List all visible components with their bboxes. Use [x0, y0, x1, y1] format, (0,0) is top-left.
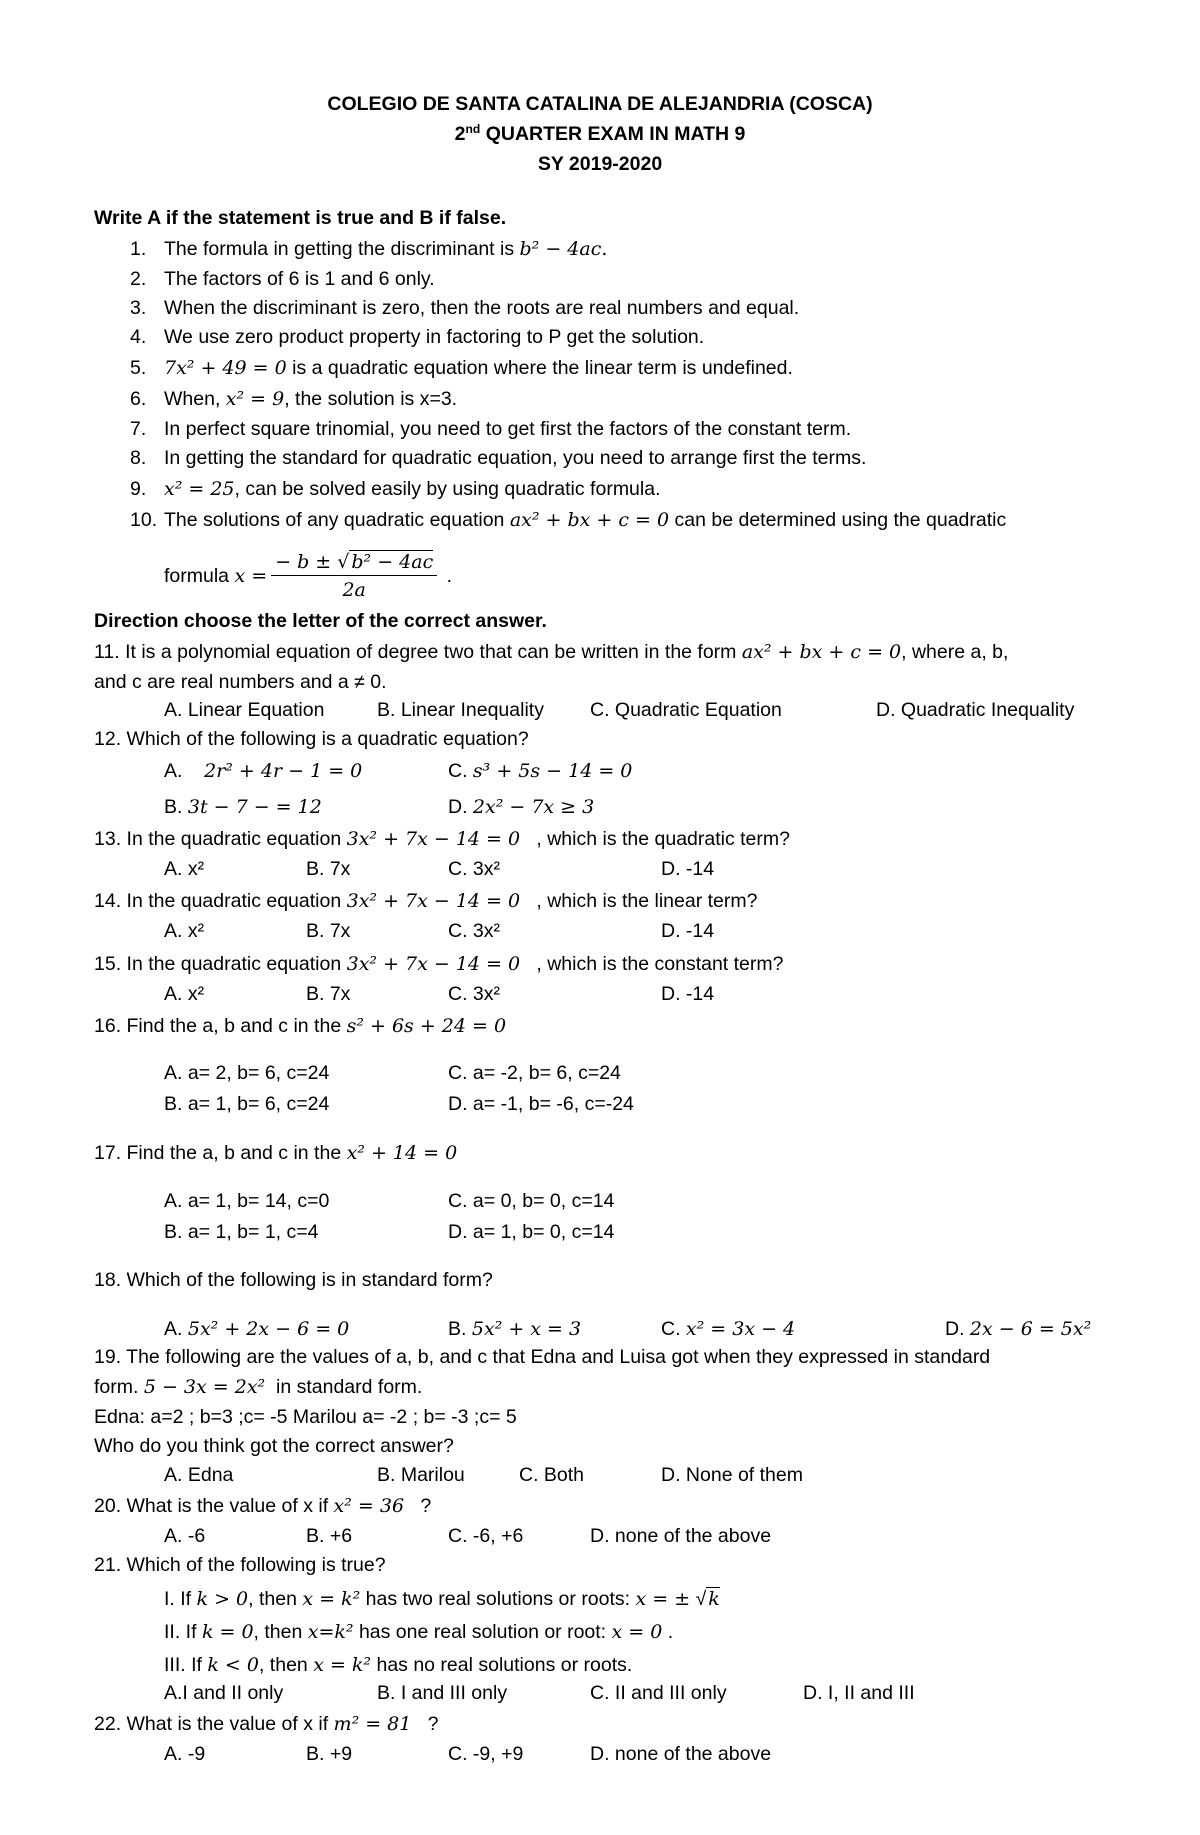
question-stem: 14. In the quadratic equation 3x² + 7x − 14 = 0 , which is the linear term? — [94, 890, 758, 912]
question-stem: Edna: a=2 ; b=3 ;c= -5 Marilou a= -2 ; b= -3 ;c= 5 — [94, 1406, 517, 1428]
school-name: COLEGIO DE SANTA CATALINA DE ALEJANDRIA (COSCA) — [327, 93, 873, 115]
choice: C. Quadratic Equation — [590, 699, 782, 721]
choice: D. None of them — [661, 1464, 803, 1486]
choice: D. a= -1, b= -6, c=-24 — [448, 1093, 634, 1115]
statement-ii: II. If k = 0, then x=k² has one real solution or root: x = 0 . — [164, 1621, 674, 1643]
choice: B. Linear Inequality — [377, 699, 544, 721]
choice: C. 3x² — [448, 858, 501, 880]
choice: B. 7x — [306, 858, 351, 880]
question-stem: 15. In the quadratic equation 3x² + 7x − 14 = 0 , which is the constant term? — [94, 953, 784, 975]
choice: C. Both — [519, 1464, 585, 1486]
choice: B. +9 — [306, 1743, 353, 1765]
choice: A. 2r² + 4r − 1 = 0 — [164, 760, 363, 782]
tf-item: 7. In perfect square trinomial, you need to get first the factors of the constant term. — [130, 418, 852, 440]
question-stem: and c are real numbers and a ≠ 0. — [94, 671, 387, 693]
choice: A. a= 1, b= 14, c=0 — [164, 1190, 330, 1212]
question-stem: 19. The following are the values of a, b, and c that Edna and Luisa got when they expressed in standard — [94, 1346, 991, 1368]
choice: C. II and III only — [590, 1682, 727, 1704]
question-stem: Who do you think got the correct answer? — [94, 1435, 454, 1457]
part1-direction: Write A if the statement is true and B if false. — [94, 207, 507, 229]
choice: B. 3t − 7 − = 12 — [164, 796, 322, 818]
question-stem: 13. In the quadratic equation 3x² + 7x − 14 = 0 , which is the quadratic term? — [94, 828, 790, 850]
tf-item: 6. When, x² = 9, the solution is x=3. — [130, 388, 458, 410]
choice: C. -6, +6 — [448, 1525, 524, 1547]
choice: D. -14 — [661, 983, 715, 1005]
choice: C. a= 0, b= 0, c=14 — [448, 1190, 615, 1212]
choice: C. 3x² — [448, 920, 501, 942]
choice: D. -14 — [661, 858, 715, 880]
tf-item: 9. x² = 25, can be solved easily by using quadratic formula. — [130, 478, 661, 500]
choice: C. 3x² — [448, 983, 501, 1005]
school-year: SY 2019-2020 — [537, 153, 663, 175]
exam-ordinal: 2 — [454, 123, 466, 145]
choice: D. none of the above — [590, 1743, 772, 1765]
tf-item: 3. When the discriminant is zero, then the roots are real numbers and equal. — [130, 297, 800, 319]
choice: A. 5x² + 2x − 6 = 0 — [164, 1318, 350, 1340]
choice: B. a= 1, b= 1, c=4 — [164, 1221, 319, 1243]
choice: A. -6 — [164, 1525, 206, 1547]
question-stem: 17. Find the a, b and c in the x² + 14 = 0 — [94, 1142, 458, 1164]
part2-direction: Direction choose the letter of the correct answer. — [94, 610, 547, 632]
choice: C. a= -2, b= 6, c=24 — [448, 1062, 621, 1084]
statement-i: I. If k > 0, then x = k² has two real solutions or roots: x = ± √ k — [164, 1588, 720, 1610]
choice: A. -9 — [164, 1743, 206, 1765]
choice: B. +6 — [306, 1525, 353, 1547]
tf-item: 10. The solutions of any quadratic equation ax² + bx + c = 0 can be determined using the quadratic — [130, 509, 1007, 531]
question-stem: 22. What is the value of x if m² = 81 ? — [94, 1713, 439, 1735]
quadratic-formula: formula x = $\frac{\text{− b ± √ b² − 4ac}}{2a}$ . — [164, 548, 452, 604]
formula-fraction: $\frac{\text{− b ± √ b² − 4ac}}{2a}$ — [271, 549, 437, 604]
choice: B. 7x — [306, 920, 351, 942]
question-stem: 11. It is a polynomial equation of degree two that can be written in the form ax² + bx + c = 0, where a, b, — [94, 641, 1009, 663]
tf-item: 5. 7x² + 49 = 0 is a quadratic equation where the linear term is undefined. — [130, 357, 793, 379]
exam-title-text: QUARTER EXAM IN MATH 9 — [485, 123, 746, 145]
tf-item: 1. The formula in getting the discriminant is b² − 4ac. — [130, 238, 608, 260]
choice: A. x² — [164, 858, 205, 880]
choice: C. -9, +9 — [448, 1743, 524, 1765]
question-stem: 21. Which of the following is true? — [94, 1554, 386, 1576]
question-stem: form. 5 − 3x = 2x² in standard form. — [94, 1376, 423, 1398]
choice: C. x² = 3x − 4 — [661, 1318, 796, 1340]
tf-item: 2. The factors of 6 is 1 and 6 only. — [130, 268, 435, 290]
choice: A.I and II only — [164, 1682, 284, 1704]
choice: D. 2x − 6 = 5x² — [945, 1318, 1092, 1340]
choice: A. a= 2, b= 6, c=24 — [164, 1062, 330, 1084]
choice: B. Marilou — [377, 1464, 465, 1486]
choice: B. 5x² + x = 3 — [448, 1318, 582, 1340]
choice: B. 7x — [306, 983, 351, 1005]
choice: B. I and III only — [377, 1682, 508, 1704]
question-stem: 16. Find the a, b and c in the s² + 6s + 24 = 0 — [94, 1015, 507, 1037]
choice: D. I, II and III — [803, 1682, 915, 1704]
question-stem: 20. What is the value of x if x² = 36 ? — [94, 1495, 432, 1517]
choice: C. s³ + 5s − 14 = 0 — [448, 760, 633, 782]
choice: A. Linear Equation — [164, 699, 325, 721]
choice: A. x² — [164, 920, 205, 942]
choice: B. a= 1, b= 6, c=24 — [164, 1093, 330, 1115]
choice: D. 2x² − 7x ≥ 3 — [448, 796, 595, 818]
choice: D. Quadratic Inequality — [876, 699, 1075, 721]
choice: A. x² — [164, 983, 205, 1005]
choice: D. none of the above — [590, 1525, 772, 1547]
statement-iii: III. If k < 0, then x = k² has no real solutions or roots. — [164, 1654, 633, 1676]
question-stem: 12. Which of the following is a quadratic equation? — [94, 728, 529, 750]
choice: D. -14 — [661, 920, 715, 942]
exam-ordinal-suffix: nd — [465, 121, 481, 136]
tf-item: 8. In getting the standard for quadratic equation, you need to arrange first the terms. — [130, 447, 867, 469]
question-stem: 18. Which of the following is in standard form? — [94, 1269, 493, 1291]
exam-title — [0, 122, 1200, 146]
tf-item: 4. We use zero product property in factoring to P get the solution. — [130, 326, 705, 348]
choice: A. Edna — [164, 1464, 234, 1486]
choice: D. a= 1, b= 0, c=14 — [448, 1221, 615, 1243]
